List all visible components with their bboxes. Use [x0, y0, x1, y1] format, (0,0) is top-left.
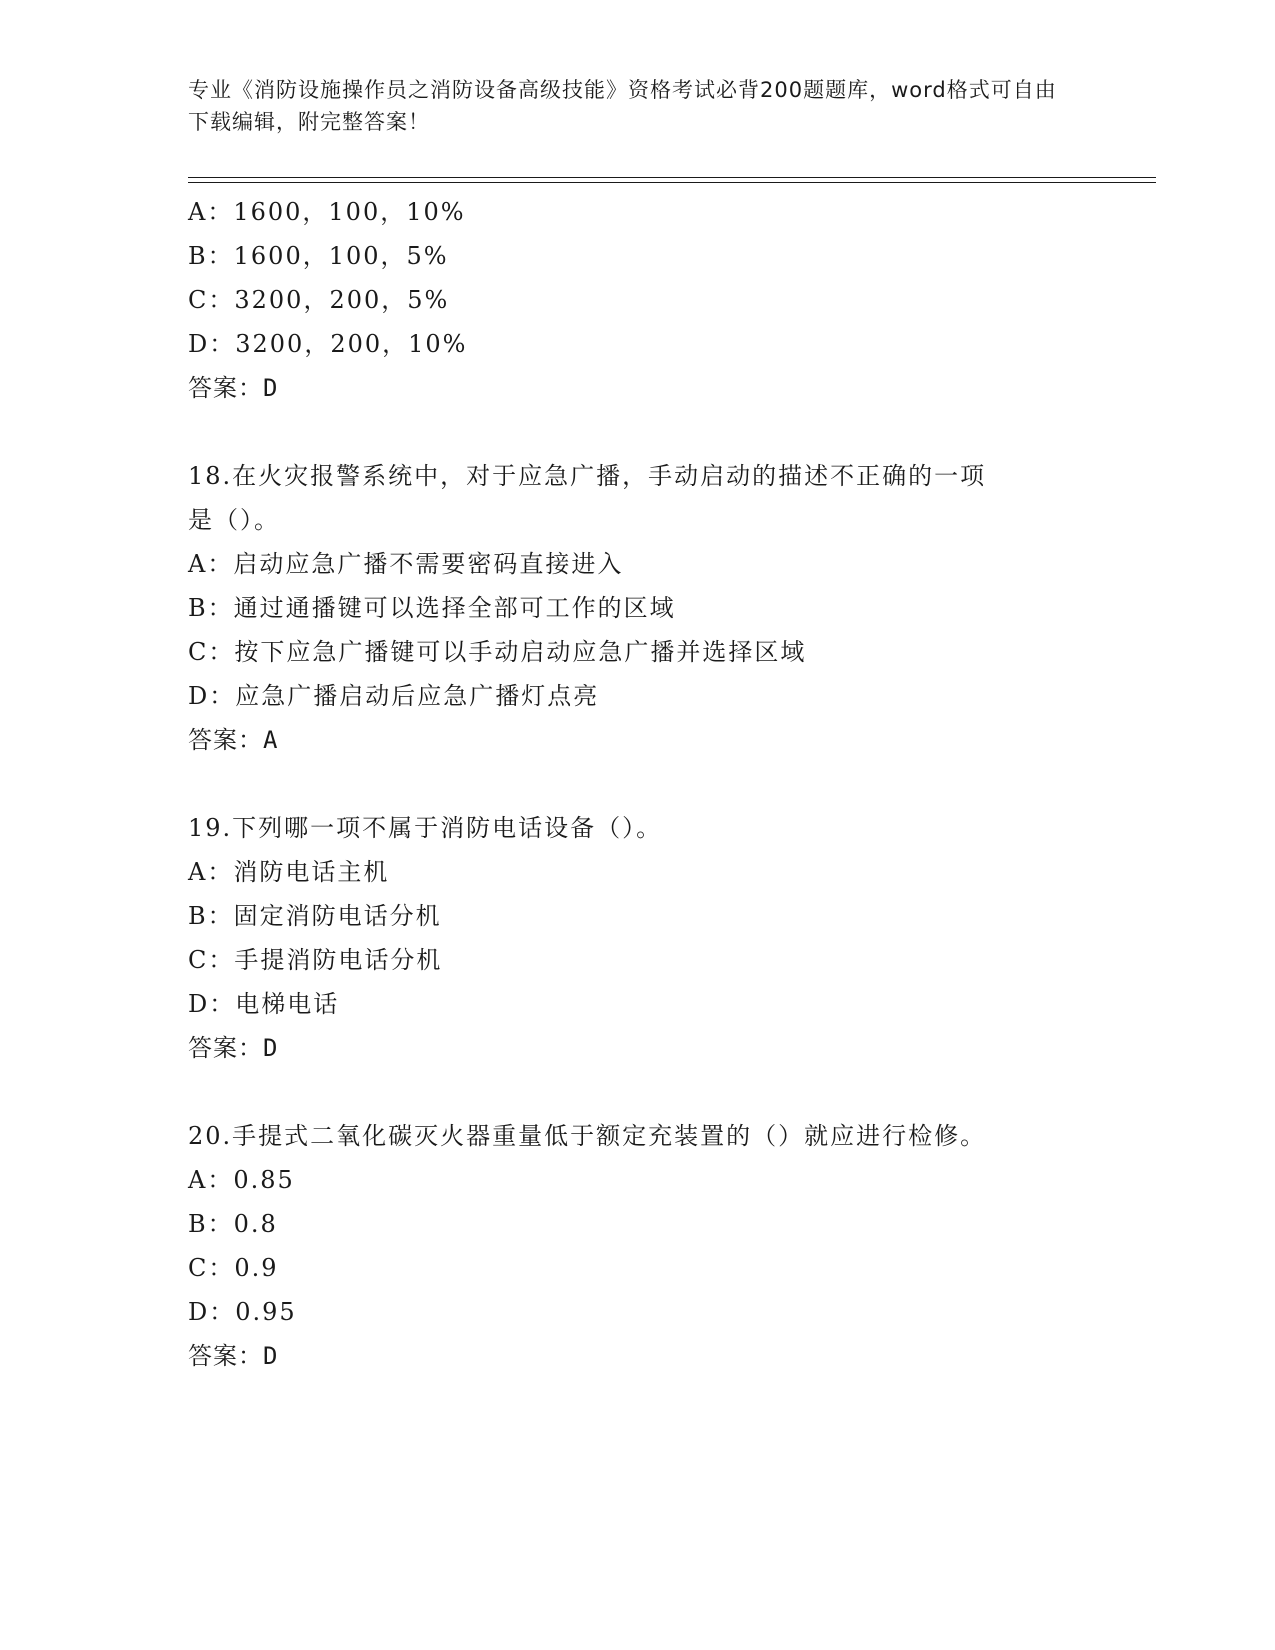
q20-question: 20.手提式二氧化碳灭火器重量低于额定充装置的（）就应进行检修。 — [188, 1122, 987, 1150]
q18-option-d: D：应急广播启动后应急广播灯点亮 — [188, 682, 600, 710]
q20-answer-label: 答案： — [188, 1342, 263, 1370]
q19-answer-value: D — [263, 1034, 279, 1062]
q20-option-d: D：0.95 — [188, 1298, 297, 1326]
q20-option-a: A：0.85 — [188, 1166, 295, 1194]
q18-option-b: B：通过通播键可以选择全部可工作的区域 — [188, 594, 676, 622]
q20-option-b: B：0.8 — [188, 1210, 278, 1238]
document-header: 专业《消防设施操作员之消防设备高级技能》资格考试必背200题题库，word格式可自由下载编辑，附完整答案！ — [188, 78, 1057, 134]
q19-option-d: D：电梯电话 — [188, 990, 340, 1018]
q17-answer-label: 答案： — [188, 374, 263, 402]
q18-answer-value: A — [263, 726, 279, 754]
q20-answer — [188, 1341, 278, 1371]
q20-option-c: C：0.9 — [188, 1254, 279, 1282]
q17-answer — [188, 373, 278, 403]
q17-option-d: D：3200，200，10% — [188, 330, 468, 358]
q17-answer-value: D — [263, 374, 279, 402]
q19-option-c: C：手提消防电话分机 — [188, 946, 443, 974]
q18-option-a: A：启动应急广播不需要密码直接进入 — [188, 550, 624, 578]
q20-answer-value: D — [263, 1342, 279, 1370]
q18-answer — [188, 725, 278, 755]
q19-answer — [188, 1033, 278, 1063]
header-divider-bottom — [188, 182, 1156, 183]
q18-question-line-2: 是（）。 — [188, 506, 280, 534]
header-divider-top — [188, 177, 1156, 178]
q18-option-c: C：按下应急广播键可以手动启动应急广播并选择区域 — [188, 638, 807, 666]
q19-answer-label: 答案： — [188, 1034, 263, 1062]
q19-question: 19.下列哪一项不属于消防电话设备（）。 — [188, 814, 663, 842]
q18-answer-label: 答案： — [188, 726, 263, 754]
q18-question-line-1: 18.在火灾报警系统中，对于应急广播，手动启动的描述不正确的一项 — [188, 462, 987, 490]
q19-option-a: A：消防电话主机 — [188, 858, 390, 886]
q17-option-b: B：1600，100，5% — [188, 242, 449, 270]
q19-option-b: B：固定消防电话分机 — [188, 902, 442, 930]
q17-option-a: A：1600，100，10% — [188, 198, 466, 226]
q17-option-c: C：3200，200，5% — [188, 286, 450, 314]
